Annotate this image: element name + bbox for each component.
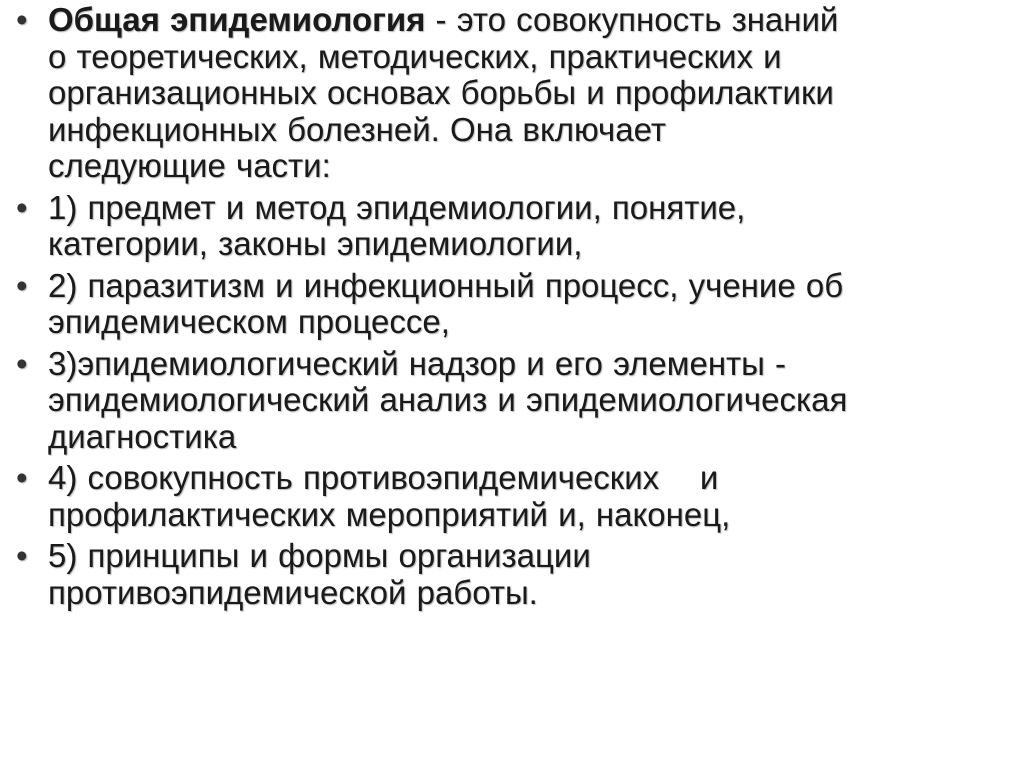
bullet-icon: • [16, 344, 28, 382]
item-line: 1) предмет и метод эпидемиологии, понятие, [48, 188, 746, 226]
item-line: диагностика [48, 417, 237, 455]
item-line: о теоретических, методических, практических и [48, 37, 782, 75]
bullet-list [16, 2, 1014, 616]
bullet-icon: • [16, 537, 28, 574]
list-item [16, 190, 1014, 263]
item-line: профилактических мероприятий и, наконец, [48, 495, 731, 533]
bullet-icon: • [16, 188, 28, 226]
list-item [16, 2, 1014, 185]
item-line: следующие части: [48, 147, 331, 184]
item-line: - это совокупность знаний [425, 1, 839, 38]
item-line: инфекционных болезней. Она включает [48, 110, 666, 148]
item-line: 4) совокупность противоэпидемических и [48, 459, 719, 496]
list-item [16, 346, 1014, 456]
item-line: 5) принципы и формы организации [48, 537, 591, 574]
item-line: эпидемиологический анализ и эпидемиологическая [48, 381, 848, 418]
list-item [16, 538, 1014, 611]
item-line: 2) паразитизм и инфекционный процесс, учение об [48, 266, 844, 304]
definition-term: Общая эпидемиология [48, 1, 426, 38]
list-item [16, 460, 1014, 533]
item-line: категории, законы эпидемиологии, [48, 225, 583, 262]
bullet-icon: • [16, 459, 28, 496]
bullet-icon: • [16, 266, 28, 304]
list-item [16, 268, 1014, 341]
item-line: 3)эпидемиологический надзор и его элементы - [48, 344, 787, 382]
item-line: организационных основах борьбы и профилактики [48, 74, 834, 111]
item-line: эпидемическом процессе, [48, 303, 450, 340]
bullet-icon: • [16, 1, 28, 38]
item-line: противоэпидемической работы. [48, 573, 538, 611]
